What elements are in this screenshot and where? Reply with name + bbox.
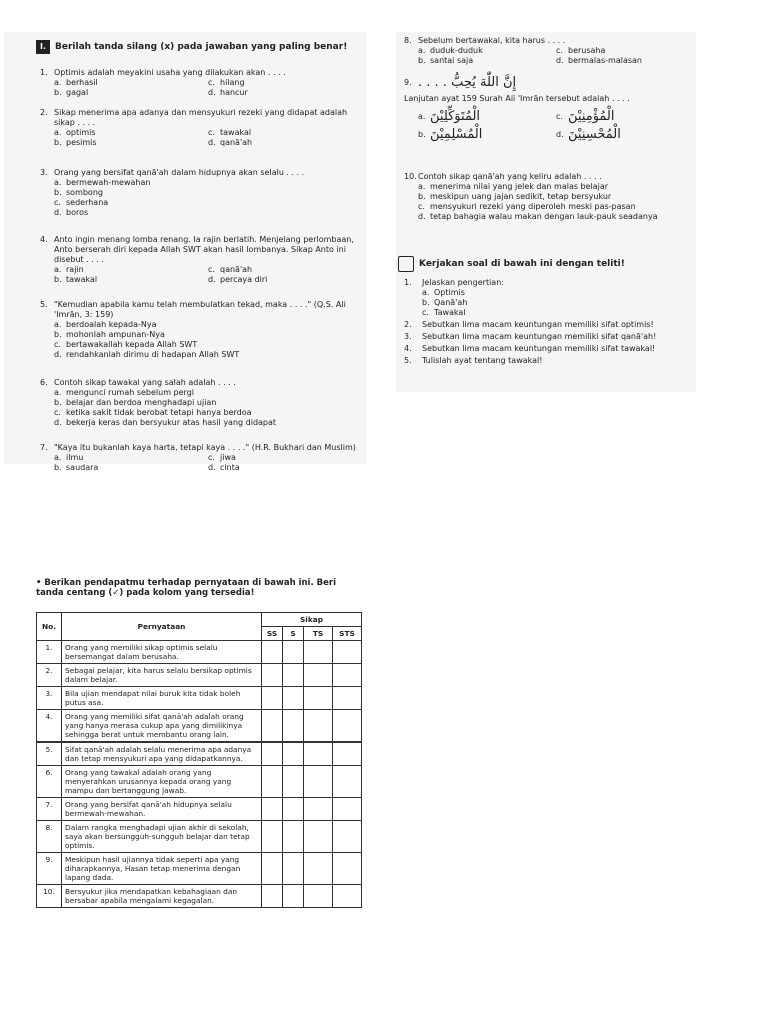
question-3 xyxy=(40,168,362,218)
checkbox-cell-ss[interactable] xyxy=(262,664,283,687)
option-c[interactable] xyxy=(54,340,362,350)
option-c[interactable] xyxy=(556,109,694,124)
checkbox-cell-s[interactable] xyxy=(283,710,304,743)
option-letter: d. xyxy=(54,418,62,427)
question-number: 2. xyxy=(40,108,48,117)
option-letter: a. xyxy=(418,46,426,55)
question-number: 1. xyxy=(40,68,48,77)
option-text: belajar dan berdoa menghadapi ujian xyxy=(66,398,217,407)
table-row xyxy=(37,798,362,821)
option-text: mohonlah ampunan-Nya xyxy=(66,330,165,339)
question-text: Contoh sikap tawakal yang salah adalah . . . . xyxy=(54,378,236,387)
options-grid xyxy=(418,46,694,66)
col-sts: STS xyxy=(333,627,362,641)
row-statement: Sebagai pelajar, kita harus selalu bersikap optimis dalam belajar. xyxy=(62,664,262,687)
col-statement: Pernyataan xyxy=(62,613,262,641)
option-c[interactable] xyxy=(556,46,694,56)
option-text: rajin xyxy=(66,265,84,274)
row-number: 10. xyxy=(37,885,62,908)
question-number: 5. xyxy=(40,300,48,309)
options-grid xyxy=(54,128,362,148)
option-text: rendahkanlah dirimu di hadapan Allah SWT xyxy=(66,350,240,359)
option-b[interactable] xyxy=(54,330,362,340)
option-d[interactable] xyxy=(208,463,362,473)
essay-number: 3. xyxy=(404,332,412,341)
option-letter: a. xyxy=(54,78,62,87)
row-statement: Dalam rangka menghadapi ujian akhir di sekolah, saya akan bersungguh-sungguh belajar dan tetap optimis. xyxy=(62,821,262,853)
question-5 xyxy=(40,300,362,360)
question-4 xyxy=(40,235,362,285)
row-number: 4. xyxy=(37,710,62,743)
essay-subitem xyxy=(422,298,504,308)
checkbox-cell-sts[interactable] xyxy=(333,687,362,710)
option-a[interactable] xyxy=(54,78,208,88)
options-grid xyxy=(418,182,694,222)
option-letter: d. xyxy=(208,275,216,284)
option-text: berdoalah kepada-Nya xyxy=(66,320,157,329)
table-row xyxy=(37,853,362,885)
row-number: 5. xyxy=(37,742,62,766)
option-c[interactable] xyxy=(54,198,362,208)
option-letter: b. xyxy=(54,330,62,339)
question-text: Contoh sikap qanā'ah yang keliru adalah . . . . xyxy=(418,172,602,181)
table-row xyxy=(37,710,362,743)
checkbox-cell-s[interactable] xyxy=(283,664,304,687)
essay-subitem xyxy=(422,308,504,318)
option-letter: a. xyxy=(54,453,62,462)
essay-text: Sebutkan lima macam keuntungan memiliki sifat optimis! xyxy=(422,320,654,329)
table-row xyxy=(37,664,362,687)
row-number: 8. xyxy=(37,821,62,853)
col-ts: TS xyxy=(304,627,333,641)
option-b[interactable] xyxy=(418,127,556,142)
option-c[interactable] xyxy=(418,202,694,212)
checkbox-cell-ss[interactable] xyxy=(262,798,283,821)
option-letter: b. xyxy=(54,88,62,97)
option-text: qanā'ah xyxy=(220,265,253,274)
option-letter: a. xyxy=(54,128,62,137)
essay-sub-text: Tawakal xyxy=(434,308,466,317)
checkbox-cell-ts[interactable] xyxy=(304,641,333,664)
checkbox-cell-sts[interactable] xyxy=(333,885,362,908)
option-d[interactable] xyxy=(418,212,694,222)
option-letter: c. xyxy=(208,265,215,274)
option-text: saudara xyxy=(66,463,99,472)
table-row xyxy=(37,766,362,798)
essay-body xyxy=(422,320,654,330)
row-number: 1. xyxy=(37,641,62,664)
checkbox-cell-ss[interactable] xyxy=(262,641,283,664)
options-grid xyxy=(54,178,362,218)
option-text: boros xyxy=(66,208,89,217)
essay-body xyxy=(422,278,504,318)
row-statement: Bila ujian mendapat nilai buruk kita tidak boleh putus asa. xyxy=(62,687,262,710)
option-text: sederhana xyxy=(66,198,109,207)
row-number: 3. xyxy=(37,687,62,710)
option-text: mengunci rumah sebelum pergi xyxy=(66,388,195,397)
section-1-heading xyxy=(36,40,347,54)
checkbox-cell-s[interactable] xyxy=(283,742,304,766)
option-text: berusaha xyxy=(568,46,606,55)
question-text: Sikap menerima apa adanya dan mensyukuri rezeki yang didapat adalah sikap . . . . xyxy=(54,108,348,127)
checkbox-cell-sts[interactable] xyxy=(333,641,362,664)
question-stem xyxy=(40,68,362,78)
option-text: الْمُسْلِمِيْنَ xyxy=(430,127,483,142)
essay-item-3 xyxy=(404,332,694,342)
options-grid xyxy=(54,453,362,473)
option-letter: b. xyxy=(54,275,62,284)
option-a[interactable] xyxy=(418,46,556,56)
options-grid xyxy=(54,265,362,285)
option-letter: c. xyxy=(54,198,61,207)
option-b[interactable] xyxy=(54,398,362,408)
options-grid xyxy=(54,388,362,428)
question-stem xyxy=(40,108,362,128)
option-letter: d. xyxy=(556,56,564,65)
row-statement: Bersyukur jika mendapatkan kebahagiaan dan bersabar apabila mengalami kegagalan. xyxy=(62,885,262,908)
option-d[interactable] xyxy=(208,138,362,148)
option-letter: b. xyxy=(418,130,426,139)
section-1-badge: I. xyxy=(36,40,50,54)
section-3-title: Berikan pendapatmu terhadap pernyataan di bawah ini. Beri tanda centang (✓) pada kolom yang tersedia! xyxy=(36,578,337,598)
option-text: الْمُحْسِنِيْنَ xyxy=(568,127,621,142)
checkbox-cell-ss[interactable] xyxy=(262,853,283,885)
option-letter: d. xyxy=(208,463,216,472)
col-no: No. xyxy=(37,613,62,641)
row-statement: Orang yang memiliki sikap optimis selalu bersemangat dalam berusaha. xyxy=(62,641,262,664)
option-b[interactable] xyxy=(54,275,208,285)
option-letter: c. xyxy=(208,78,215,87)
checkbox-cell-ss[interactable] xyxy=(262,687,283,710)
option-letter: a. xyxy=(418,182,426,191)
option-b[interactable] xyxy=(54,138,208,148)
option-text: hilang xyxy=(220,78,245,87)
question-9 xyxy=(404,75,694,142)
essay-list xyxy=(404,278,694,368)
checkbox-cell-ts[interactable] xyxy=(304,821,333,853)
options-grid xyxy=(418,109,694,142)
checkbox-cell-ts[interactable] xyxy=(304,664,333,687)
option-a[interactable] xyxy=(54,388,362,398)
question-stem xyxy=(40,300,362,320)
question-text: Anto ingin menang lomba renang. Ia rajin berlatih. Menjelang perlombaan, Anto berserah diri kepada Allah SWT akan hasil lombanya. Sikap Anto ini disebut . . . . xyxy=(54,235,354,264)
checkbox-cell-ts[interactable] xyxy=(304,687,333,710)
option-b[interactable] xyxy=(54,188,362,198)
question-stem xyxy=(404,172,694,182)
bullet-icon: • xyxy=(36,578,42,588)
option-letter: a. xyxy=(54,178,62,187)
option-letter: d. xyxy=(54,350,62,359)
question-7 xyxy=(40,443,362,473)
option-b[interactable] xyxy=(418,56,556,66)
checkbox-cell-ts[interactable] xyxy=(304,766,333,798)
checkbox-cell-s[interactable] xyxy=(283,641,304,664)
option-text: ketika sakit tidak berobat tetapi hanya berdoa xyxy=(66,408,252,417)
option-text: sombong xyxy=(66,188,103,197)
essay-text: Sebutkan lima macam keuntungan memiliki sifat qanā'ah! xyxy=(422,332,657,341)
question-10 xyxy=(404,172,694,222)
option-a[interactable] xyxy=(54,265,208,275)
option-d[interactable] xyxy=(54,208,362,218)
essay-number: 1. xyxy=(404,278,412,287)
checkbox-cell-ts[interactable] xyxy=(304,710,333,743)
option-letter: b. xyxy=(54,463,62,472)
option-text: mensyukuri rezeki yang diperoleh meski pas-pasan xyxy=(430,202,636,211)
row-statement: Orang yang tawakal adalah orang yang menyerahkan urusannya kepada orang yang mampu dan bertanggung jawab. xyxy=(62,766,262,798)
essay-item-5 xyxy=(404,356,694,366)
option-text: qanā'ah xyxy=(220,138,253,147)
option-letter: c. xyxy=(208,128,215,137)
section-2-checkbox-icon xyxy=(398,256,414,272)
option-a[interactable] xyxy=(54,320,362,330)
option-letter: c. xyxy=(556,112,563,121)
question-8 xyxy=(404,36,694,66)
option-text: jiwa xyxy=(220,453,236,462)
option-text: optimis xyxy=(66,128,96,137)
question-text: "Kaya itu bukanlah kaya harta, tetapi kaya . . . ." (H.R. Bukhari dan Muslim) xyxy=(54,443,356,452)
option-c[interactable] xyxy=(208,453,362,463)
question-stem xyxy=(40,443,362,453)
question-text: . . . . إِنَّ اللّٰهَ يُحِبُّ xyxy=(418,75,517,90)
table-row xyxy=(37,742,362,766)
essay-text: Tulislah ayat tentang tawakal! xyxy=(422,356,543,365)
question-number: 3. xyxy=(40,168,48,177)
checkbox-cell-s[interactable] xyxy=(283,687,304,710)
checkbox-cell-ts[interactable] xyxy=(304,742,333,766)
question-number: 6. xyxy=(40,378,48,387)
checkbox-cell-ts[interactable] xyxy=(304,853,333,885)
checkbox-cell-sts[interactable] xyxy=(333,798,362,821)
question-text: Sebelum bertawakal, kita harus . . . . xyxy=(418,36,566,45)
essay-subitem xyxy=(422,288,504,298)
question-text: "Kemudian apabila kamu telah membulatkan tekad, maka . . . ." (Q.S. Ali 'Imrān, 3: 159) xyxy=(54,300,346,319)
essay-body xyxy=(422,332,656,342)
option-text: الْمُتَوَكِّلِيْنَ xyxy=(430,109,481,124)
checkbox-cell-sts[interactable] xyxy=(333,821,362,853)
checkbox-cell-ts[interactable] xyxy=(304,798,333,821)
essay-sub-letter: c. xyxy=(422,308,429,317)
question-follow-text: Lanjutan ayat 159 Surah Ali 'Imrān tersebut adalah . . . . xyxy=(404,94,630,103)
option-letter: c. xyxy=(556,46,563,55)
option-letter: c. xyxy=(418,202,425,211)
row-statement: Orang yang bersifat qanā'ah hidupnya selalu bermewah-mewahan. xyxy=(62,798,262,821)
option-letter: a. xyxy=(54,388,62,397)
row-statement: Sifat qanā'ah adalah selalu menerima apa adanya dan tetap mensyukuri apa yang didapatkannya. xyxy=(62,742,262,766)
option-text: bekerja keras dan bersyukur atas hasil yang didapat xyxy=(66,418,277,427)
row-number: 9. xyxy=(37,853,62,885)
option-b[interactable] xyxy=(54,88,208,98)
essay-body xyxy=(422,344,655,354)
option-d[interactable] xyxy=(556,127,694,142)
col-s: S xyxy=(283,627,304,641)
option-d[interactable] xyxy=(54,350,362,360)
option-letter: d. xyxy=(418,212,426,221)
option-letter: b. xyxy=(54,138,62,147)
option-text: bermalas-malasan xyxy=(568,56,642,65)
checkbox-cell-s[interactable] xyxy=(283,798,304,821)
checkbox-cell-ts[interactable] xyxy=(304,885,333,908)
essay-sub-letter: a. xyxy=(422,288,430,297)
option-text: duduk-duduk xyxy=(430,46,483,55)
question-number: 8. xyxy=(404,36,412,45)
essay-sub-letter: b. xyxy=(422,298,430,307)
essay-text: Jelaskan pengertian: xyxy=(422,278,504,287)
option-text: bermewah-mewahan xyxy=(66,178,151,187)
option-text: meskipun uang jajan sedikit, tetap bersyukur xyxy=(430,192,612,201)
option-c[interactable] xyxy=(208,265,362,275)
option-a[interactable] xyxy=(54,178,362,188)
option-a[interactable] xyxy=(418,182,694,192)
section-3-heading xyxy=(36,578,366,598)
option-b[interactable] xyxy=(418,192,694,202)
checkbox-cell-s[interactable] xyxy=(283,821,304,853)
essay-sub-text: Optimis xyxy=(434,288,465,297)
checkbox-cell-ss[interactable] xyxy=(262,742,283,766)
question-number: 10. xyxy=(404,172,417,181)
question-1 xyxy=(40,68,362,98)
row-number: 7. xyxy=(37,798,62,821)
option-text: percaya diri xyxy=(220,275,268,284)
option-letter: d. xyxy=(208,138,216,147)
options-grid xyxy=(54,78,362,98)
checkbox-cell-sts[interactable] xyxy=(333,853,362,885)
table-row xyxy=(37,687,362,710)
question-stem xyxy=(40,168,362,178)
essay-text: Sebutkan lima macam keuntungan memiliki sifat tawakal! xyxy=(422,344,656,353)
checkbox-cell-s[interactable] xyxy=(283,853,304,885)
essay-number: 5. xyxy=(404,356,412,365)
section-2-heading xyxy=(398,256,625,272)
checkbox-cell-sts[interactable] xyxy=(333,766,362,798)
row-statement: Meskipun hasil ujiannya tidak seperti apa yang diharapkannya, Hasan tetap menerima dengan lapang dada. xyxy=(62,853,262,885)
option-letter: d. xyxy=(556,130,564,139)
option-c[interactable] xyxy=(208,128,362,138)
question-2 xyxy=(40,108,362,148)
question-number: 4. xyxy=(40,235,48,244)
table-row xyxy=(37,641,362,664)
essay-item-1 xyxy=(404,278,694,318)
question-stem xyxy=(404,75,694,90)
section-1-title: Berilah tanda silang (x) pada jawaban yang paling benar! xyxy=(55,42,348,52)
question-6 xyxy=(40,378,362,428)
option-text: tetap bahagia walau makan dengan lauk-pauk seadanya xyxy=(430,212,658,221)
option-text: ilmu xyxy=(66,453,84,462)
option-d[interactable] xyxy=(208,88,362,98)
option-c[interactable] xyxy=(208,78,362,88)
option-letter: c. xyxy=(54,408,61,417)
question-stem xyxy=(404,36,694,46)
option-b[interactable] xyxy=(54,463,208,473)
checkbox-cell-s[interactable] xyxy=(283,885,304,908)
checkbox-cell-sts[interactable] xyxy=(333,664,362,687)
checkbox-cell-ss[interactable] xyxy=(262,710,283,743)
option-a[interactable] xyxy=(54,453,208,463)
options-grid xyxy=(54,320,362,360)
essay-number: 2. xyxy=(404,320,412,329)
essay-item-4 xyxy=(404,344,694,354)
question-text: Orang yang bersifat qanā'ah dalam hidupnya akan selalu . . . . xyxy=(54,168,305,177)
essay-body xyxy=(422,356,542,366)
checkbox-cell-ss[interactable] xyxy=(262,766,283,798)
checkbox-cell-ss[interactable] xyxy=(262,821,283,853)
option-text: berhasil xyxy=(66,78,98,87)
option-text: santai saja xyxy=(430,56,474,65)
question-number: 7. xyxy=(40,443,48,452)
row-number: 6. xyxy=(37,766,62,798)
option-letter: b. xyxy=(54,188,62,197)
option-text: pesimis xyxy=(66,138,97,147)
question-stem xyxy=(40,235,362,265)
question-number: 9. xyxy=(404,78,412,87)
section-2-title: Kerjakan soal di bawah ini dengan teliti! xyxy=(419,259,625,269)
option-text: bertawakallah kepada Allah SWT xyxy=(66,340,198,349)
option-text: tawakal xyxy=(66,275,98,284)
option-letter: b. xyxy=(418,56,426,65)
option-d[interactable] xyxy=(54,418,362,428)
table-row xyxy=(37,821,362,853)
option-letter: a. xyxy=(54,265,62,274)
essay-number: 4. xyxy=(404,344,412,353)
option-d[interactable] xyxy=(556,56,694,66)
option-c[interactable] xyxy=(54,408,362,418)
attitude-table xyxy=(36,612,362,908)
question-text: Optimis adalah meyakini usaha yang dilakukan akan . . . . xyxy=(54,68,286,77)
question-stem xyxy=(40,378,362,388)
checkbox-cell-s[interactable] xyxy=(283,766,304,798)
option-text: gagal xyxy=(66,88,89,97)
checkbox-cell-sts[interactable] xyxy=(333,742,362,766)
option-letter: d. xyxy=(54,208,62,217)
essay-item-2 xyxy=(404,320,694,330)
table-row xyxy=(37,885,362,908)
option-text: tawakal xyxy=(220,128,252,137)
option-text: cinta xyxy=(220,463,240,472)
option-letter: b. xyxy=(418,192,426,201)
option-letter: a. xyxy=(418,112,426,121)
row-statement: Orang yang memiliki sifat qanā'ah adalah orang yang hanya merasa cukup apa yang dimilikinya sehingga berat untuk membantu orang lain. xyxy=(62,710,262,743)
col-sikap: Sikap xyxy=(262,613,362,627)
option-d[interactable] xyxy=(208,275,362,285)
col-ss: SS xyxy=(262,627,283,641)
row-number: 2. xyxy=(37,664,62,687)
option-a[interactable] xyxy=(54,128,208,138)
option-letter: a. xyxy=(54,320,62,329)
option-letter: d. xyxy=(208,88,216,97)
option-a[interactable] xyxy=(418,109,556,124)
option-letter: c. xyxy=(208,453,215,462)
checkbox-cell-ss[interactable] xyxy=(262,885,283,908)
option-text: الْمُؤْمِنِيْنَ xyxy=(568,109,615,124)
option-letter: b. xyxy=(54,398,62,407)
option-letter: c. xyxy=(54,340,61,349)
checkbox-cell-sts[interactable] xyxy=(333,710,362,743)
option-text: menerima nilai yang jelek dan malas belajar xyxy=(430,182,609,191)
essay-sub-text: Qanā'ah xyxy=(434,298,468,307)
option-text: hancur xyxy=(220,88,248,97)
